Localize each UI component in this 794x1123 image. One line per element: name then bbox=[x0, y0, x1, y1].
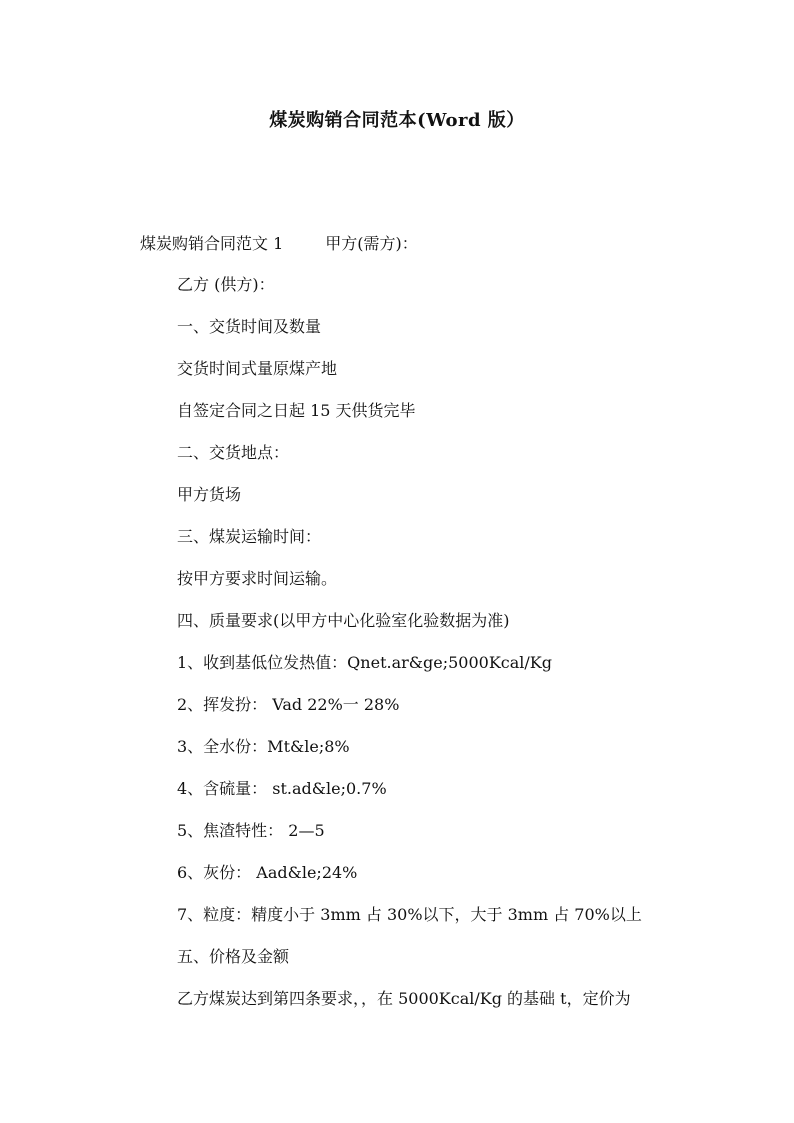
body-line: 5、焦渣特性： 2—5 bbox=[177, 821, 325, 840]
body-line: 甲方货场 bbox=[177, 485, 242, 504]
body-line: 6、灰份： Aad&le;24% bbox=[177, 863, 358, 882]
body-line: 四、质量要求(以甲方中心化验室化验数据为准) bbox=[177, 611, 510, 630]
contract-body bbox=[177, 273, 642, 1029]
body-line: 三、煤炭运输时间： bbox=[177, 527, 322, 546]
body-line: 1、收到基低位发热值：Qnet.ar&ge;5000Kcal/Kg bbox=[177, 653, 552, 672]
body-line: 乙方煤炭达到第四条要求，，在 5000Kcal/Kg 的基础 t，定价为 bbox=[177, 989, 631, 1008]
body-line: 交货时间式量原煤产地 bbox=[177, 359, 338, 378]
document-title: 煤炭购销合同范本(Word 版） bbox=[269, 110, 525, 131]
body-line: 3、全水份：Mt&le;8% bbox=[177, 737, 350, 756]
contract-label: 煤炭购销合同范文 1 bbox=[140, 234, 284, 253]
body-line: 二、交货地点： bbox=[177, 443, 290, 462]
intro-line bbox=[140, 231, 418, 254]
body-line: 乙方 (供方)： bbox=[177, 275, 275, 294]
body-line: 按甲方要求时间运输。 bbox=[177, 569, 338, 588]
body-line: 2、挥发扮： Vad 22%一 28% bbox=[177, 695, 400, 714]
body-line: 自签定合同之日起 15 天供货完毕 bbox=[177, 401, 416, 420]
body-line: 4、含硫量： st.ad&le;0.7% bbox=[177, 779, 387, 798]
party-a-label: 甲方(需方)： bbox=[325, 234, 418, 253]
body-line: 五、价格及金额 bbox=[177, 947, 290, 966]
body-line: 7、粒度：精度小于 3mm 占 30%以下，大于 3mm 占 70%以上 bbox=[177, 905, 642, 924]
body-line: 一、交货时间及数量 bbox=[177, 317, 322, 336]
